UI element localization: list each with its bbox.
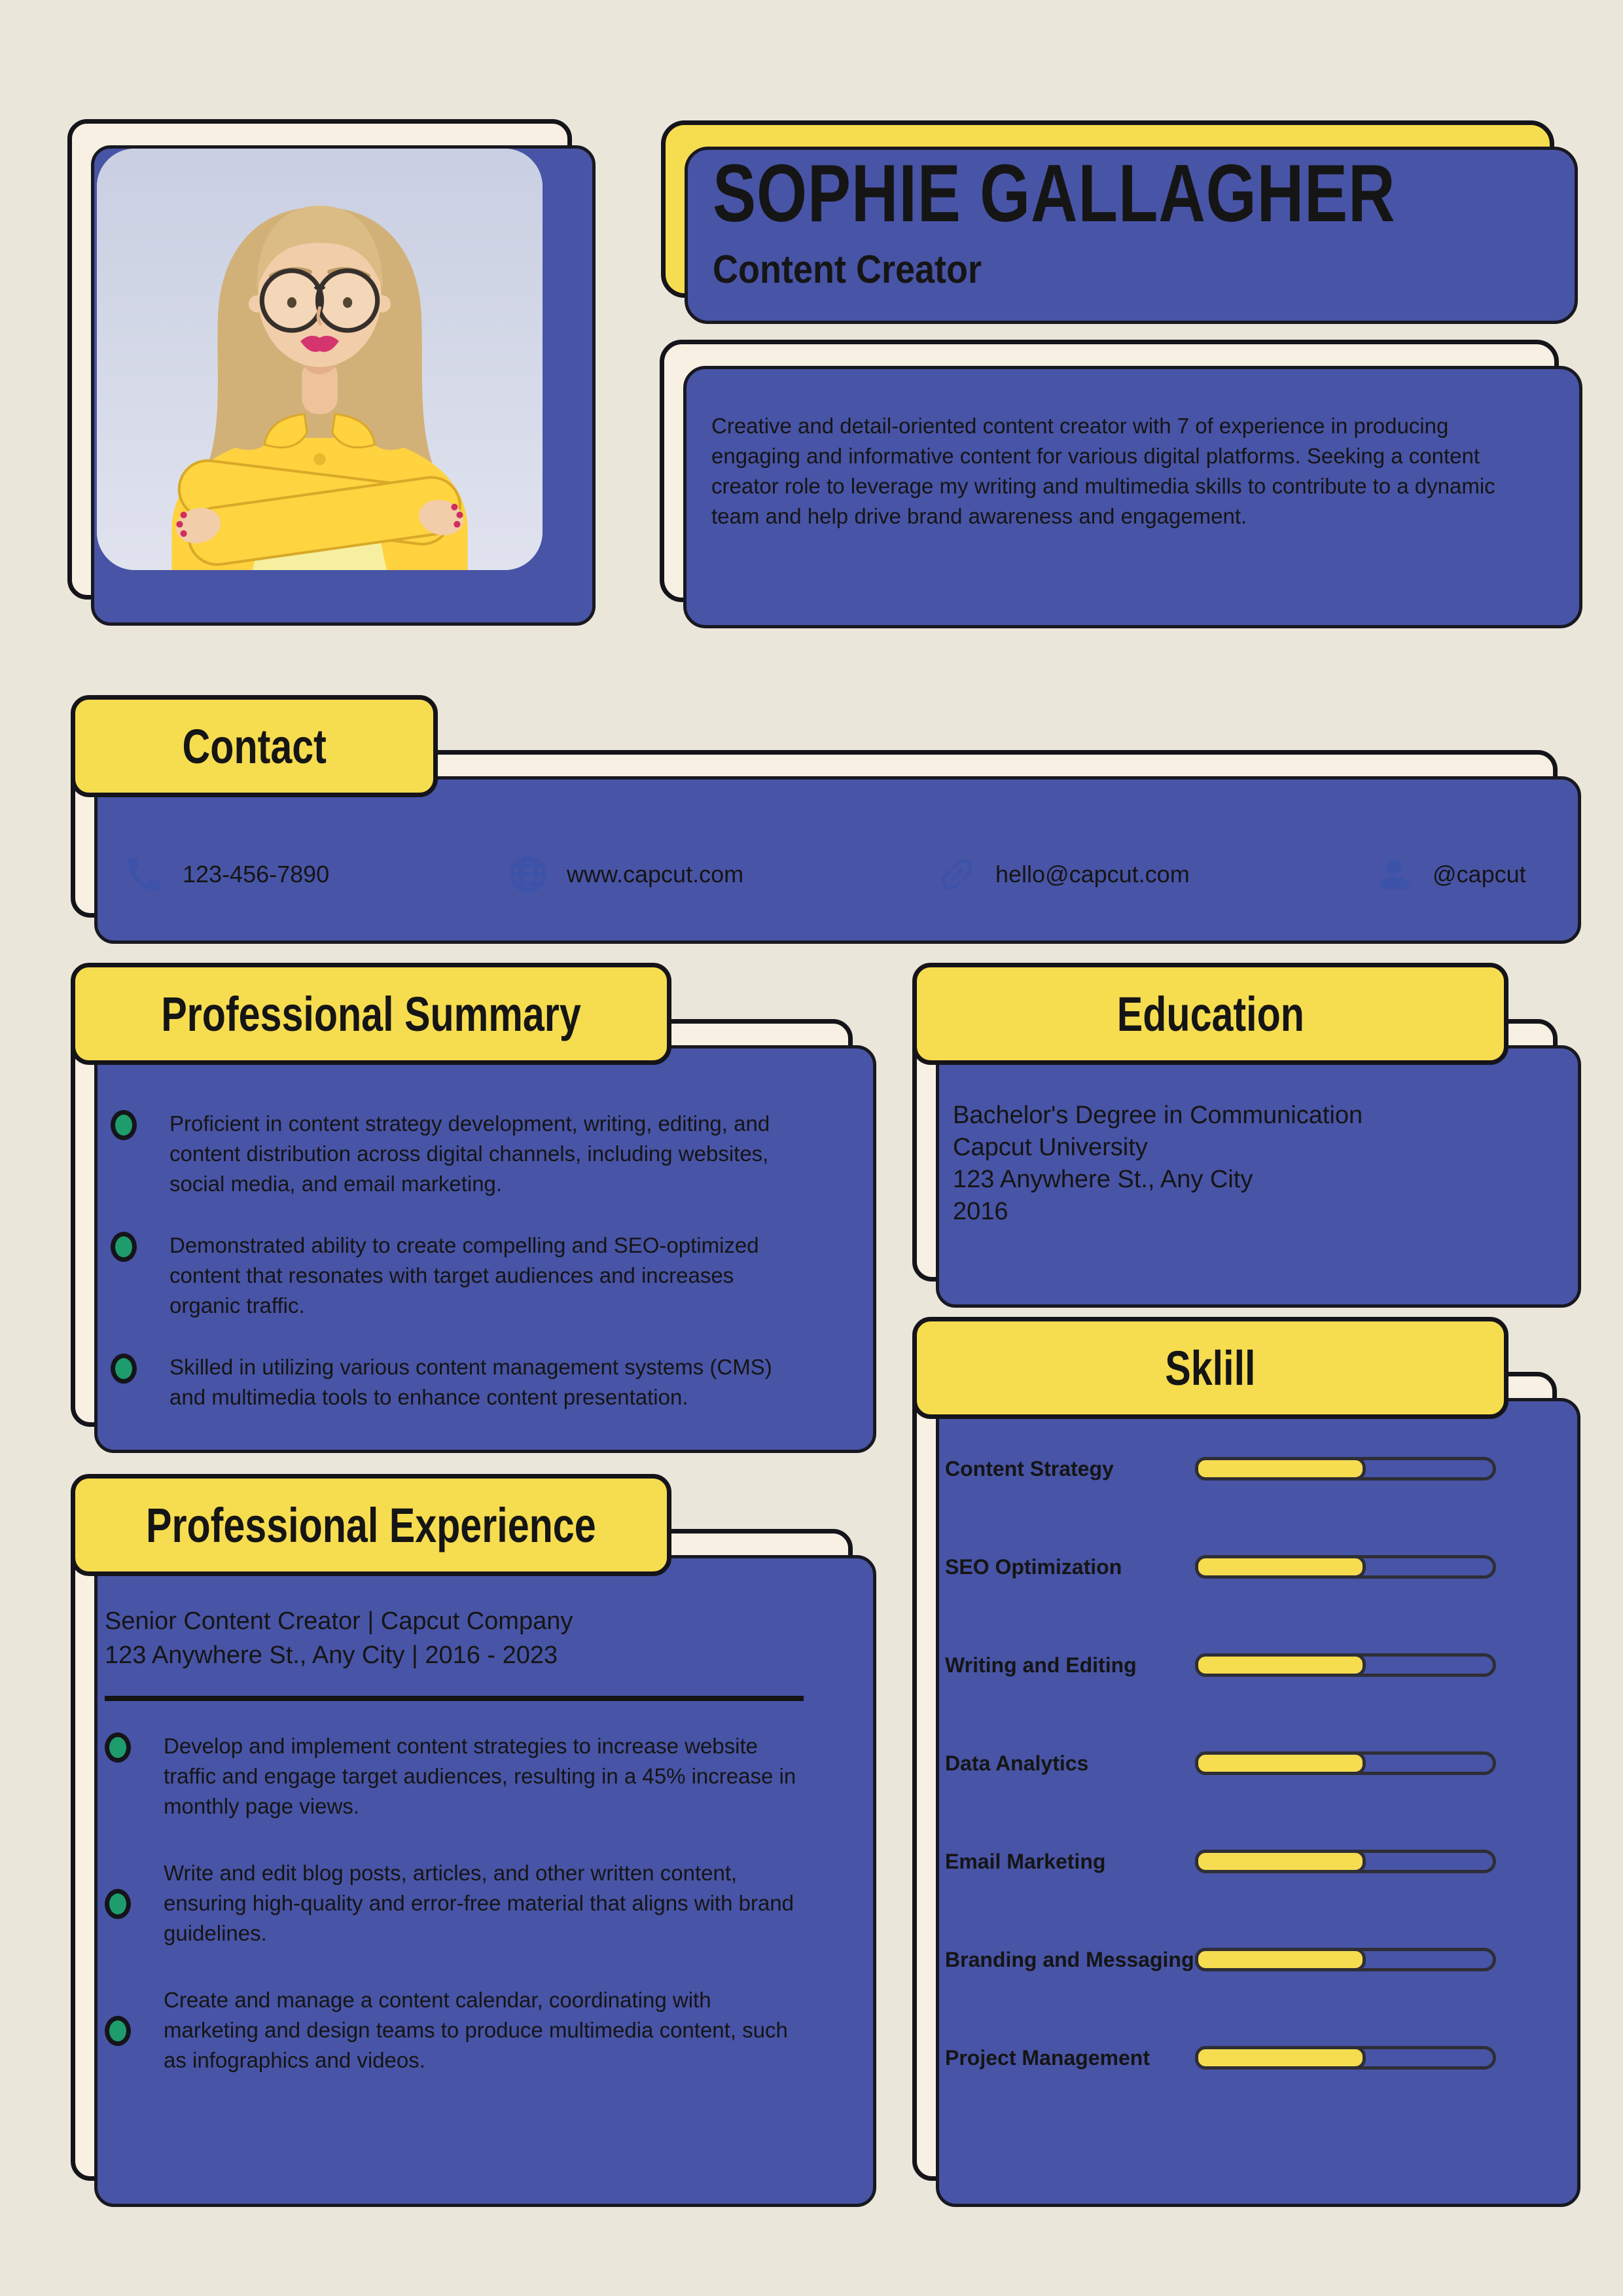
skill-bar-fill bbox=[1195, 1457, 1366, 1480]
link-icon bbox=[935, 853, 978, 896]
bullet-list bbox=[105, 1731, 805, 2075]
bullet-dot bbox=[111, 1354, 137, 1384]
skills-tab bbox=[912, 1317, 1508, 1419]
contact-item-website[interactable] bbox=[507, 853, 743, 896]
experience-title: Professional Experience bbox=[146, 1498, 596, 1552]
skill-bar-fill bbox=[1195, 1751, 1366, 1775]
education-degree: Bachelor's Degree in Communication bbox=[953, 1102, 1363, 1129]
skill-bar-fill bbox=[1195, 2046, 1366, 2070]
contact-item-label: www.capcut.com bbox=[567, 861, 744, 888]
intro-card bbox=[660, 340, 1559, 602]
skill-bar bbox=[1195, 1653, 1496, 1677]
skill-label: SEO Optimization bbox=[945, 1554, 1122, 1579]
skills-title: Sklill bbox=[1165, 1340, 1256, 1395]
skill-bar bbox=[1195, 1850, 1496, 1873]
education-address: 123 Anywhere St., Any City bbox=[953, 1166, 1253, 1193]
contact-tab bbox=[71, 695, 438, 797]
education-school: Capcut University bbox=[953, 1134, 1148, 1161]
intro-text: Creative and detail-oriented content creator with 7 of experience in producing engaging and informative content for various digital platforms. Seeking a content creator role to leverage my writing and multimedia skills to contribute to a dynamic team and help drive brand awareness and engagement. bbox=[711, 413, 1495, 528]
contact-item-social[interactable] bbox=[1372, 853, 1526, 896]
profile-photo bbox=[97, 149, 543, 570]
skill-label: Data Analytics bbox=[945, 1751, 1089, 1775]
bullet-dot bbox=[111, 1110, 137, 1140]
contact-item-email[interactable] bbox=[935, 853, 1190, 896]
skill-bar bbox=[1195, 1948, 1496, 1971]
list-item bbox=[105, 1858, 805, 1948]
skill-row bbox=[917, 2009, 1552, 2107]
skill-label: Writing and Editing bbox=[945, 1653, 1137, 1677]
bullet-dot bbox=[105, 2016, 131, 2046]
skill-row bbox=[917, 1714, 1552, 1812]
skill-label: Branding and Messaging bbox=[945, 1947, 1194, 1971]
experience-role: Senior Content Creator | Capcut Company bbox=[105, 1607, 573, 1635]
skill-row bbox=[917, 1616, 1552, 1714]
skill-row bbox=[917, 1812, 1552, 1910]
bullet-dot bbox=[105, 1889, 131, 1919]
skill-label: Content Strategy bbox=[945, 1456, 1114, 1480]
experience-card bbox=[71, 1529, 853, 2181]
phone-icon bbox=[122, 853, 166, 896]
skill-bar bbox=[1195, 1555, 1496, 1579]
professional-summary-card bbox=[71, 1019, 853, 1427]
skill-label: Project Management bbox=[945, 2045, 1150, 2070]
bullet-text: Demonstrated ability to create compelling and SEO-optimized content that resonates with target audiences and increases organic traffic. bbox=[169, 1233, 759, 1318]
bullet-text: Create and manage a content calendar, coordinating with marketing and design teams to produce multimedia content, such as infographics and videos. bbox=[164, 1988, 788, 2072]
bullet-text: Proficient in content strategy development, writing, editing, and content distribution across digital channels, including websites, social media, and email marketing. bbox=[169, 1111, 770, 1196]
list-item bbox=[105, 1731, 805, 1821]
bullet-list bbox=[111, 1109, 802, 1412]
bullet-dot bbox=[105, 1732, 131, 1763]
skill-bar-fill bbox=[1195, 1850, 1366, 1873]
skill-bar bbox=[1195, 2046, 1496, 2070]
contact-item-label: @capcut bbox=[1433, 861, 1526, 888]
skill-bar bbox=[1195, 1751, 1496, 1775]
contact-item-label: 123-456-7890 bbox=[183, 861, 330, 888]
skill-bar-fill bbox=[1195, 1653, 1366, 1677]
header-card bbox=[661, 120, 1554, 298]
skill-bar-fill bbox=[1195, 1948, 1366, 1971]
contact-title: Contact bbox=[182, 719, 327, 774]
education-year: 2016 bbox=[953, 1198, 1008, 1225]
globe-icon bbox=[507, 853, 550, 896]
experience-tab bbox=[71, 1474, 671, 1576]
skill-bar bbox=[1195, 1457, 1496, 1480]
bullet-text: Write and edit blog posts, articles, and other written content, ensuring high-quality and error-free material that aligns with brand guidelines. bbox=[164, 1861, 794, 1945]
skill-row bbox=[917, 1518, 1552, 1616]
profile-photo-card bbox=[67, 119, 572, 600]
bullet-text: Skilled in utilizing various content management systems (CMS) and multimedia tools to enhance content presentation. bbox=[169, 1355, 772, 1409]
list-item bbox=[111, 1230, 802, 1321]
experience-location-dates: 123 Anywhere St., Any City | 2016 - 2023 bbox=[105, 1641, 558, 1669]
skill-label: Email Marketing bbox=[945, 1849, 1106, 1873]
professional-summary-title: Professional Summary bbox=[161, 986, 581, 1041]
list-item bbox=[105, 1985, 805, 2075]
person-name: SOPHIE GALLAGHER bbox=[713, 149, 1396, 239]
education-title: Education bbox=[1116, 986, 1304, 1041]
user-icon bbox=[1372, 853, 1416, 896]
skill-row bbox=[917, 1910, 1552, 2009]
professional-summary-tab bbox=[71, 963, 671, 1065]
bullet-dot bbox=[111, 1232, 137, 1262]
bullet-text: Develop and implement content strategies to increase website traffic and engage target audiences, resulting in a 45% increase in monthly page views. bbox=[164, 1734, 796, 1818]
contact-item-phone[interactable] bbox=[122, 853, 329, 896]
list-item bbox=[111, 1352, 802, 1412]
profile-photo-illustration bbox=[97, 149, 543, 570]
contact-item-label: hello@capcut.com bbox=[995, 861, 1190, 888]
education-tab bbox=[912, 963, 1508, 1065]
skill-row bbox=[917, 1420, 1552, 1518]
person-role: Content Creator bbox=[713, 247, 982, 292]
list-item bbox=[111, 1109, 802, 1199]
skill-bar-fill bbox=[1195, 1555, 1366, 1579]
skills-card bbox=[912, 1372, 1557, 2181]
divider bbox=[105, 1696, 804, 1701]
